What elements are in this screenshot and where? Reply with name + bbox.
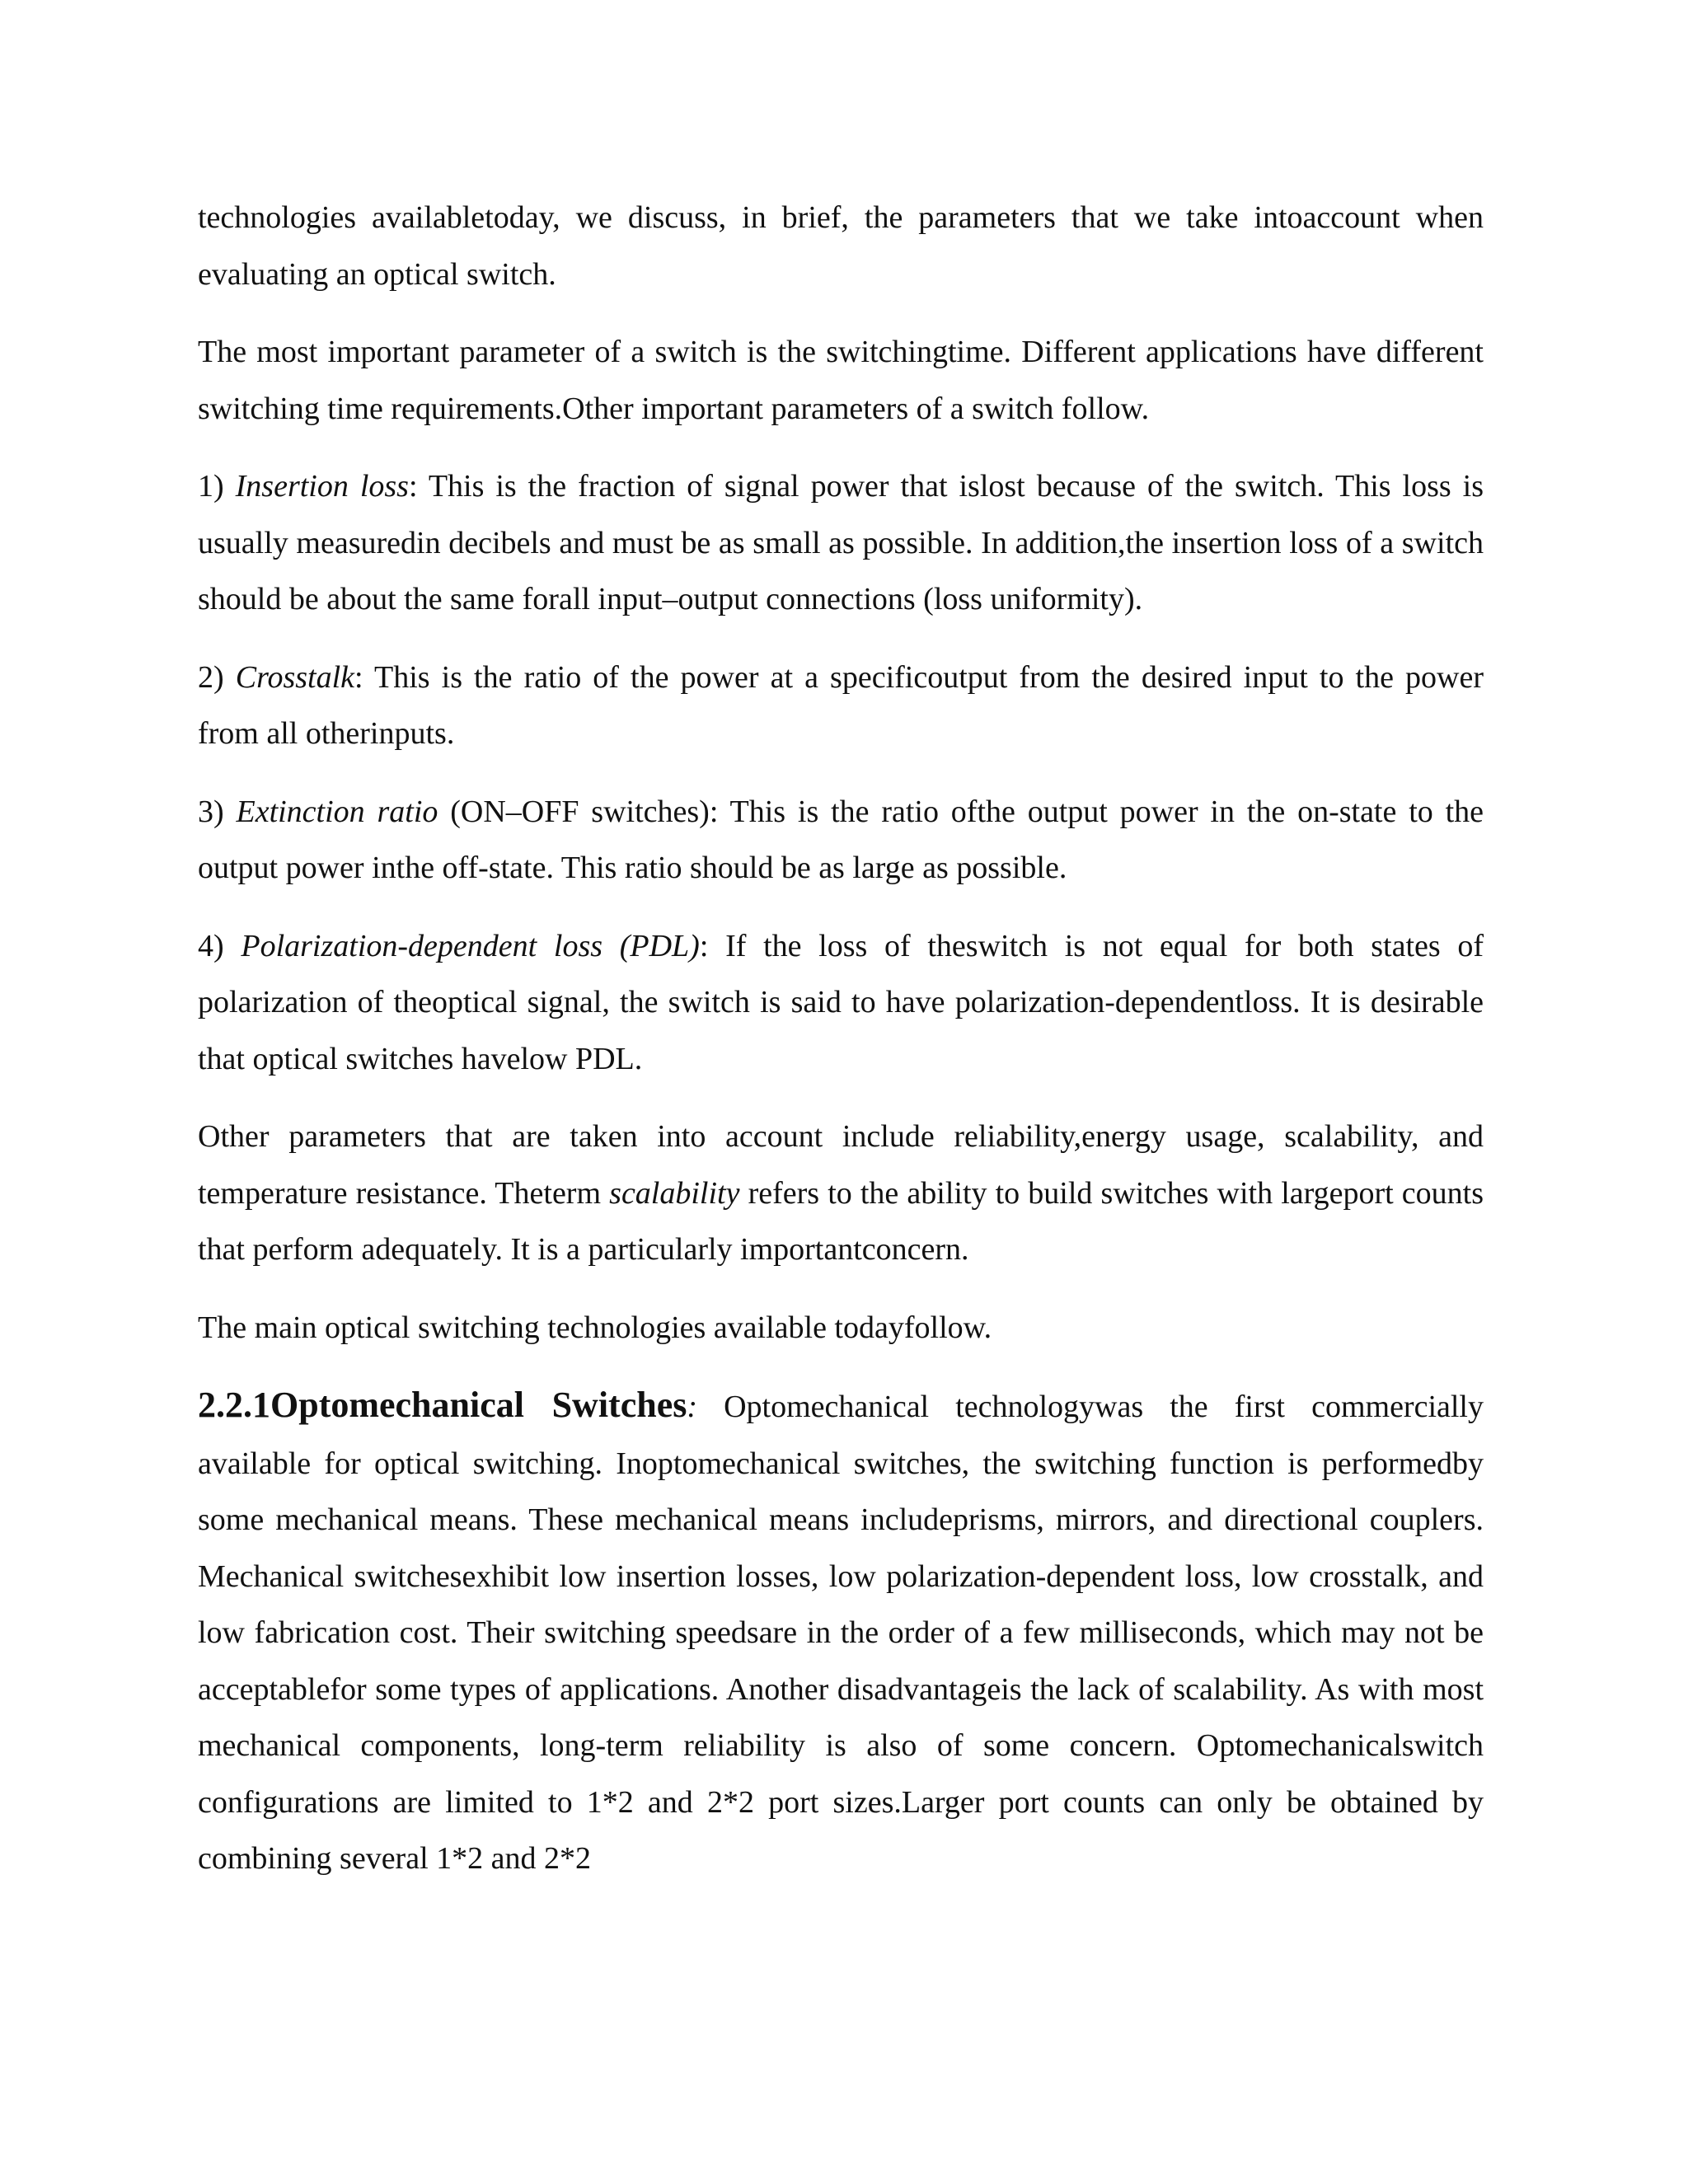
item-number: 2)	[198, 659, 236, 695]
paragraph-technologies: The main optical switching technologies available todayfollow.	[198, 1310, 992, 1345]
document-page	[198, 190, 1484, 1887]
paragraph-switching-time: The most important parameter of a switch is the switchingtime. Different applications have different switching time requirements.Other important parameters of a switch follow.	[198, 335, 1484, 426]
item-text: : This is the ratio of the power at a specificoutput from the desired input to the power from all otherinputs.	[198, 659, 1484, 751]
item-text: (ON–OFF switches): This is the ratio ofthe output power in the on-state to the output power inthe off-state. This ratio should be as large as possible.	[198, 794, 1484, 885]
item-number: 3)	[198, 794, 237, 829]
item-number: 1)	[198, 469, 236, 504]
term-pdl: Polarization-dependent loss (PDL)	[241, 928, 700, 963]
paragraph-crosstalk	[198, 649, 1484, 762]
item-number: 4)	[198, 928, 241, 963]
section-colon: :	[687, 1390, 698, 1424]
section-optomechanical	[198, 1377, 1484, 1887]
term-crosstalk: Crosstalk	[235, 659, 355, 695]
term-extinction-ratio: Extinction ratio	[236, 794, 438, 829]
term-scalability: scalability	[609, 1175, 740, 1211]
term-insertion-loss: Insertion loss	[235, 469, 409, 504]
paragraph-intro: technologies availabletoday, we discuss, in brief, the parameters that we take intoaccount when evaluating an optical switch.	[198, 200, 1484, 292]
paragraph-extinction-ratio	[198, 784, 1484, 897]
section-heading: 2.2.1Optomechanical Switches	[198, 1385, 687, 1425]
text-before: Other parameters that are taken into account include reliability,energy usage, scalability, and temperature resistance. Theterm	[198, 1119, 1484, 1211]
section-text: Optomechanical technologywas the first commercially available for optical switching. Inoptomechanical switches, the switching function is performedby some mechanical means. These mechanical means includeprisms, mirrors, and directional couplers. Mechanical switchesexhibit low insertion losses, low polarization-dependent loss, low crosstalk, and low fabrication cost. Their switching speedsare in the order of a few milliseconds, which may not be acceptablefor some types of applications. Another disadvantageis the lack of scalability. As with most mechanical components, long-term reliability is also of some concern. Optomechanicalswitch configurations are limited to 1*2 and 2*2 port sizes.Larger port counts can only be obtained by combining several 1*2 and 2*2	[198, 1390, 1484, 1876]
paragraph-insertion-loss	[198, 458, 1484, 628]
item-text: : If the loss of theswitch is not equal for both states of polarization of theoptical signal, the switch is said to have polarization-dependentloss. It is desirable that optical switches havelow PDL.	[198, 928, 1484, 1076]
paragraph-pdl	[198, 918, 1484, 1088]
item-text: : This is the fraction of signal power that islost because of the switch. This loss is usually measuredin decibels and must be as small as possible. In addition,the insertion loss of a switch should be about the same forall input–output connections (loss uniformity).	[198, 469, 1484, 616]
paragraph-other-parameters	[198, 1108, 1484, 1278]
text-after: refers to the ability to build switches with largeport counts that perform adequately. It is a particularly importantconcern.	[198, 1175, 1484, 1267]
